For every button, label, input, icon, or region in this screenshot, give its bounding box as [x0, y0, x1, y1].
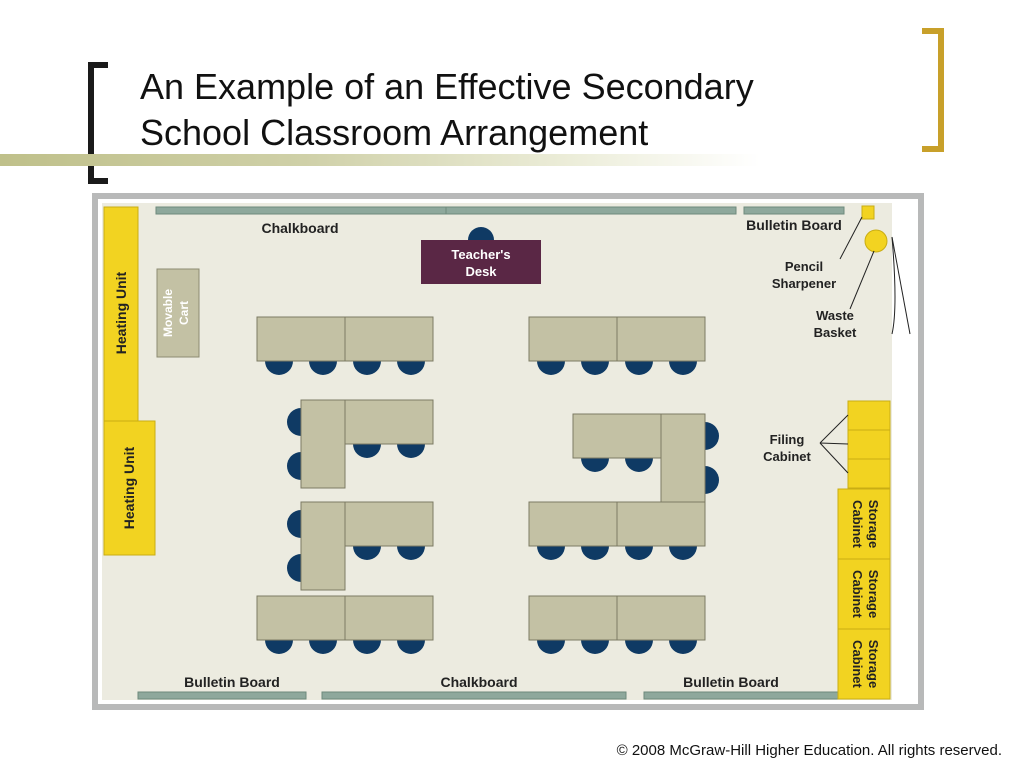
- bulletin-board-bottom-left: [138, 692, 306, 699]
- filing-cabinet-drawer-2: [848, 430, 890, 459]
- student-desk-11: [345, 400, 433, 444]
- student-desk-14: [301, 502, 345, 590]
- pencil-sharpener: [862, 206, 874, 219]
- bulletin-board-bottom-right-label: Bulletin Board: [683, 674, 779, 690]
- chalkboard-top-label: Chalkboard: [261, 220, 339, 236]
- movable-cart-label-line-2: Cart: [177, 300, 191, 326]
- student-desk-2: [345, 317, 433, 361]
- chalkboard-bottom-label: Chalkboard: [440, 674, 518, 690]
- storage-cabinet-2-label-line-1: Storage: [866, 569, 881, 619]
- waste-basket-label-line-2: Basket: [813, 325, 857, 340]
- movable-cart-label-line-1: Movable: [161, 288, 175, 338]
- copyright-footer: © 2008 McGraw-Hill Higher Education. All rights reserved.: [616, 742, 1002, 759]
- storage-cabinet-3-label-line-1: Storage: [866, 639, 881, 689]
- pencil-sharpener-label-line-2: Sharpener: [771, 276, 837, 291]
- student-desk-4: [617, 317, 705, 361]
- bulletin-board-bottom-left-label: Bulletin Board: [184, 674, 280, 690]
- slide-title-line-2: School Classroom Arrangement: [140, 112, 649, 153]
- bulletin-board-top-label: Bulletin Board: [746, 217, 842, 233]
- heating-unit-2-label: Heating Unit: [121, 446, 137, 530]
- filing-cabinet-drawer-3: [848, 459, 890, 488]
- storage-cabinet-1-label-line-1: Storage: [866, 499, 881, 549]
- waste-basket: [865, 230, 887, 252]
- teachers-desk-label-line-2: Desk: [465, 264, 497, 279]
- pencil-sharpener-label-line-1: Pencil: [784, 259, 824, 274]
- right-bracket-decoration: [922, 28, 944, 152]
- student-desk-13: [345, 502, 433, 546]
- waste-basket-label-line-1: Waste: [816, 308, 854, 323]
- student-desk-12: [301, 400, 345, 488]
- student-desk-9: [529, 502, 617, 546]
- teachers-desk-label-line-1: Teacher's: [451, 247, 511, 262]
- classroom-floor-plan: [92, 193, 924, 710]
- student-desk-1: [257, 317, 345, 361]
- student-desk-8: [617, 596, 705, 640]
- student-desk-7: [529, 596, 617, 640]
- student-desk-15: [573, 414, 661, 458]
- slide-title-line-1: An Example of an Effective Secondary: [140, 66, 754, 107]
- chalkboard-top-right-section: [446, 207, 736, 214]
- slide-title: [140, 64, 900, 156]
- filing-cabinet-label-line-2: Cabinet: [763, 449, 811, 464]
- student-desk-5: [257, 596, 345, 640]
- storage-cabinet-3-label-line-2: Cabinet: [850, 640, 865, 688]
- student-desk-6: [345, 596, 433, 640]
- storage-cabinet-2-label-line-2: Cabinet: [850, 570, 865, 618]
- heating-unit-1-label: Heating Unit: [113, 271, 129, 355]
- storage-cabinet-1-label-line-2: Cabinet: [850, 500, 865, 548]
- filing-cabinet-label-line-1: Filing: [769, 432, 805, 447]
- bulletin-board-bottom-right: [644, 692, 838, 699]
- bulletin-board-top: [744, 207, 844, 214]
- student-desk-16: [661, 414, 705, 502]
- student-desk-3: [529, 317, 617, 361]
- chalkboard-top: [156, 207, 446, 214]
- student-desk-10: [617, 502, 705, 546]
- filing-cabinet-drawer-1: [848, 401, 890, 430]
- chalkboard-bottom: [322, 692, 626, 699]
